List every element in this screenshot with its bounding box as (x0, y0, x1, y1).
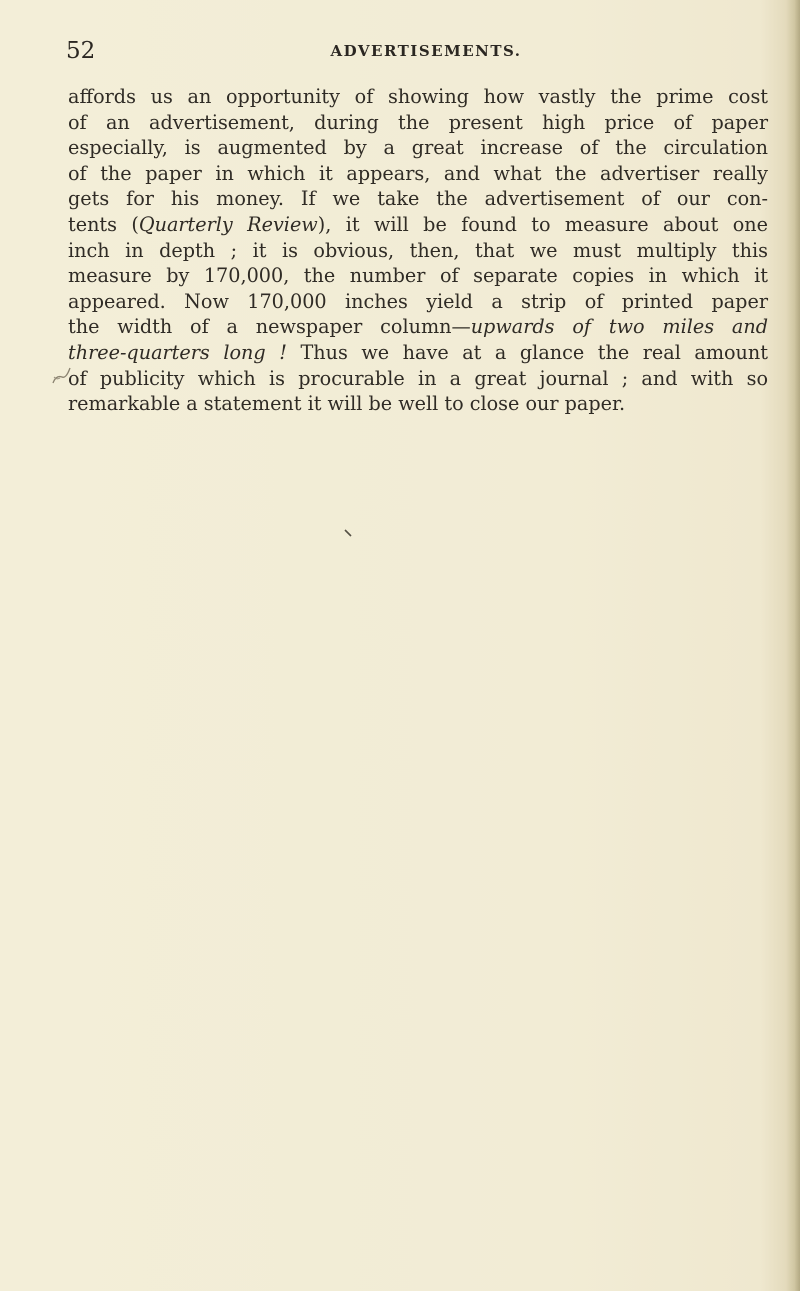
text-segment: ), it will be found to measure about one (317, 212, 768, 236)
page-header (66, 36, 746, 68)
text-segment: especially, is augmented by a great increase of the circulation (68, 136, 768, 160)
text-line (68, 289, 768, 315)
text-line (68, 186, 768, 212)
text-segment: of publicity which is procurable in a great journal ; and with so (68, 366, 768, 390)
text-line (68, 238, 768, 264)
text-line (68, 161, 768, 187)
page-edge-shadow (786, 0, 800, 1291)
italic-text-segment: upwards of two miles and (470, 315, 768, 339)
text-segment: of the paper in which it appears, and what the advertiser really (68, 161, 768, 185)
text-segment: of an advertisement, during the present high price of paper (68, 110, 768, 134)
page-number: 52 (66, 38, 96, 64)
text-line (68, 263, 768, 289)
text-segment: affords us an opportunity of showing how vastly the prime cost (68, 85, 768, 108)
text-line (68, 135, 768, 161)
text-line (68, 366, 768, 392)
text-line (68, 84, 768, 110)
stray-tick-mark-icon (344, 529, 354, 539)
text-segment: the width of a newspaper column— (68, 315, 471, 339)
text-segment: appeared. Now 170,000 inches yield a strip of printed paper (68, 289, 768, 313)
italic-text-segment: three-quarters long ! (68, 340, 287, 364)
text-segment: remarkable a statement it will be well to close our paper. (68, 392, 626, 416)
text-segment: measure by 170,000, the number of separate copies in which it (68, 264, 768, 288)
text-line (68, 212, 768, 238)
text-segment: Thus we have at a glance the real amount (286, 340, 768, 364)
text-segment: inch in depth ; it is obvious, then, that we must multiply this (68, 238, 768, 262)
text-segment: gets for his money. If we take the advertisement of our con- (68, 187, 768, 211)
text-line (68, 340, 768, 366)
text-line (68, 314, 768, 340)
text-line (68, 391, 768, 417)
running-head: ADVERTISEMENTS. (330, 42, 522, 60)
text-line (68, 110, 768, 136)
body-paragraph (68, 84, 768, 417)
text-segment: tents ( (68, 212, 139, 236)
italic-text-segment: Quarterly Review (138, 212, 318, 236)
